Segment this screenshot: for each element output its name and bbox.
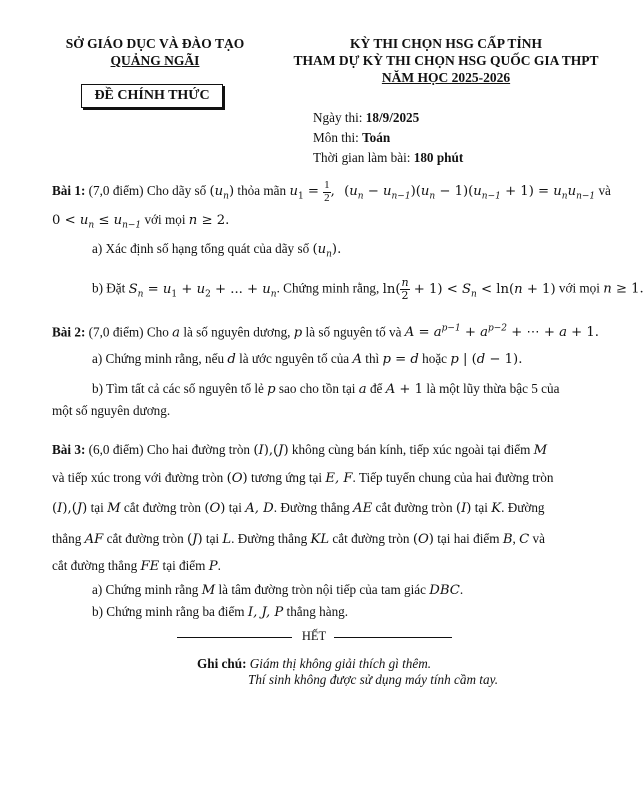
problem3-l2a: và tiếp xúc trong với đường tròn [52,470,224,485]
point-K: K [491,501,502,516]
problem2-a4: hoặc [422,351,448,366]
duration-value: 180 phút [413,150,464,165]
note-text-2: Thí sinh không được sử dụng máy tính cầm tay. [248,672,498,687]
points-EF: E, F [325,471,353,486]
problem2-A-plus-1: A + 1 [385,382,424,397]
circle-I: (I) [455,501,472,516]
problem3-l4f: tại hai điểm [437,531,500,546]
problem2-A-def: $A = a^{p-1} + a^{p-2}$ + ⋯ + a + 1. [404,324,599,341]
problem2-label: Bài 2: [52,324,86,340]
note-text-1: Giám thị không giải thích gì thêm. [249,656,432,671]
end-rule-right [334,637,452,638]
problem3-l4e: cắt đường tròn [332,531,410,546]
point-L: L [222,532,232,547]
var-a2: a [358,382,367,397]
problem2-b3: để [369,381,383,396]
problem3-l4a: thẳng [52,531,82,546]
problem3-l3d: . Đường thẳng [273,500,350,515]
problem2-a3: thì [365,351,380,366]
problem2-part-b-cont [52,403,170,420]
problem1-a-text: a) Xác định số hạng tổng quát của dãy số [92,241,310,256]
point-M-3: M [201,583,216,598]
problem2-b2: sao cho tồn tại [278,381,356,396]
problem2-part-a [92,351,522,369]
problem3-line3 [52,500,545,518]
subject-value: Toán [362,130,391,145]
problem2-line1 [52,324,599,342]
problem1-part-b [92,277,644,301]
problem1-n-cond: n ≥ 2. [188,213,230,228]
problem3-l3e: cắt đường tròn [375,500,453,515]
exam-subject [313,130,463,150]
point-M-2: M [107,501,121,516]
problem2-divides: p | (d − 1). [450,352,523,367]
department-name: SỞ GIÁO DỤC VÀ ĐÀO TẠO [65,36,245,51]
point-B: B [502,532,513,547]
problem3-l4g: và [532,531,545,546]
points-AD: A, D [245,501,274,516]
points-IJP: I, J, P [247,605,284,620]
note-line1 [197,656,431,673]
header-right [262,36,630,87]
problem1-seq: $(u_n)$ [209,184,235,202]
problem3-l5b: tại điểm [162,558,206,573]
problem1-part-a [92,241,341,261]
problem3-l3c: tại [228,500,242,515]
problem3-line4: thẳng AF cắt đường tròn (J) tại L. Đường thẳng KL cắt đường tròn (O) tại hai điểm B, C và [52,531,545,547]
date-value: 18/9/2025 [365,110,420,125]
point-M: M [533,443,548,458]
duration-label: Thời gian làm bài: [313,150,411,165]
problem3-line1 [52,442,547,460]
note-line2 [248,672,498,689]
exam-name-line1: KỲ THI CHỌN HSG CẤP TỈNH [350,36,542,51]
line-FE: FE [140,559,160,574]
triangle-DBC: DBC [429,583,460,598]
exam-date [313,110,463,130]
problem1-cond-text: thỏa mãn [237,183,287,199]
official-label: ĐỀ CHÍNH THỨC [94,88,210,104]
problem3-l4c: tại [205,531,220,546]
var-p: p [293,325,303,341]
problem2-intro3: là số nguyên tố và [305,324,402,340]
problem3-l3g: . Đường [501,500,545,515]
problem3-line5: cắt đường thẳng FE tại điểm P. [52,558,221,574]
problem2-points: (7,0 điểm) [88,324,144,340]
problem3-l4d: . Đường thẳng [231,531,308,546]
province-name: QUẢNG NGÃI [110,52,200,68]
problem1-a-seq: $(u_n)$. [312,242,342,260]
problem1-line2 [52,212,229,232]
problem3-line2 [52,470,553,488]
end-marker: HẾT [301,629,327,643]
line-KL: KL [310,532,330,547]
problem2-part-b [92,381,559,399]
problem3-b2: thẳng hàng. [286,604,349,619]
exam-name-line2: THAM DỰ KỲ THI CHỌN HSG QUỐC GIA THPT [293,52,599,68]
problem1-line1: Bài 1: (7,0 điểm) Cho dãy số $(u_n)$ thỏa mãn $u_1$ = $\frac{1}{2}$ , $(u_n - u_{n-1})(u_n - 1)(u_{n-1} + 1) = u_nu_{n-1}$ và [52,179,611,204]
problem1-b-prefix: b) Đặt [92,280,126,296]
circle-J: (J) [187,532,203,547]
problem3-l4b: cắt đường tròn [106,531,184,546]
school-year: NĂM HỌC 2025-2026 [381,69,511,85]
problem2-b5: một số nguyên dương. [52,403,171,418]
circle-O: (O) [226,471,248,486]
end-rule-left [177,637,292,638]
problem3-l3b: cắt đường tròn [123,500,202,515]
var-A: A [352,352,362,367]
problem1-label: Bài 1: [52,183,86,199]
point-C: C [519,532,530,547]
note-label: Ghi chú: [197,656,247,671]
var-d: d [227,352,236,367]
problem2-intro1: Cho [146,324,169,340]
problem1-and: và [598,183,611,199]
problem1-forall: với mọi [144,212,186,227]
problem1-recurrence: $(u_n - u_{n-1})(u_n - 1)(u_{n-1} + 1) = u_nu_{n-1}$ [344,184,596,202]
line-AE: AE [353,501,373,516]
problem3-points: (6,0 điểm) [88,442,144,457]
exam-info [313,110,463,170]
circle-O-2: (O) [204,501,226,516]
problem1-u1-frac: $\frac{1}{2}$ [324,179,330,204]
problem2-a2: là ước nguyên tố của [239,351,350,366]
circles-IJ-2: (I),(J) [52,501,88,516]
problem3-l3a: tại [90,500,104,515]
problem2-b1: b) Tìm tất cả các số nguyên tố lẻ [92,381,264,396]
problem1-intro: Cho dãy số [146,183,207,199]
var-a: a [172,325,181,341]
circles-IJ: (I),(J) [253,443,289,458]
problem3-l2b: tương ứng tại [250,470,323,485]
problem1-b-mid: . Chứng minh rằng, [276,280,380,296]
problem2-p-eq-d: p = d [382,352,419,367]
var-p2: p [267,382,276,397]
date-label: Ngày thi: [313,110,363,125]
official-exam-box [81,84,223,108]
problem3-l2c: . Tiếp tuyến chung của hai đường tròn [352,470,554,485]
problem3-l1b: không cùng bán kính, tiếp xúc ngoài tại điểm [291,442,531,457]
problem3-label: Bài 3: [52,442,86,457]
subject-label: Môn thi: [313,130,359,145]
problem3-a2: là tâm đường tròn nội tiếp của tam giác [218,582,426,597]
problem1-b-n: n ≥ 1. [603,281,644,297]
problem1-bound: $0 < u_n \le u_{n-1}$ [52,213,142,231]
problem2-intro2: là số nguyên dương, [183,324,291,340]
line-AF: AF [84,532,104,547]
problem3-l1a: Cho hai đường tròn [146,442,251,457]
problem3-l5a: cắt đường thẳng [52,558,138,573]
problem3-part-b [92,604,348,622]
point-P: P [208,559,218,574]
problem1-b-sum: $S_n = u_1 + u_2$ + ... + $u_n$ [128,281,277,300]
problem2-b4: là một lũy thừa bậc 5 của [426,381,560,396]
problem1-u1: u [289,184,298,200]
problem3-a1: a) Chứng minh rằng [92,582,199,597]
problem1-points: (7,0 điểm) [88,183,144,199]
problem2-a1: a) Chứng minh rằng, nếu [92,351,225,366]
problem3-b1: b) Chứng minh rằng ba điểm [92,604,245,619]
problem3-part-a: a) Chứng minh rằng M là tâm đường tròn nội tiếp của tam giác DBC. [92,582,464,598]
circle-O-3: (O) [412,532,434,547]
header-left [40,36,270,70]
problem3-l3f: tại [474,500,488,515]
problem1-b-ineq: ln( $\frac{n}{2}$ + $1) < S_n < \ln(n + 1)$ [382,276,556,302]
exam-duration [313,150,463,170]
problem1-b-suffix: với mọi [558,280,600,296]
